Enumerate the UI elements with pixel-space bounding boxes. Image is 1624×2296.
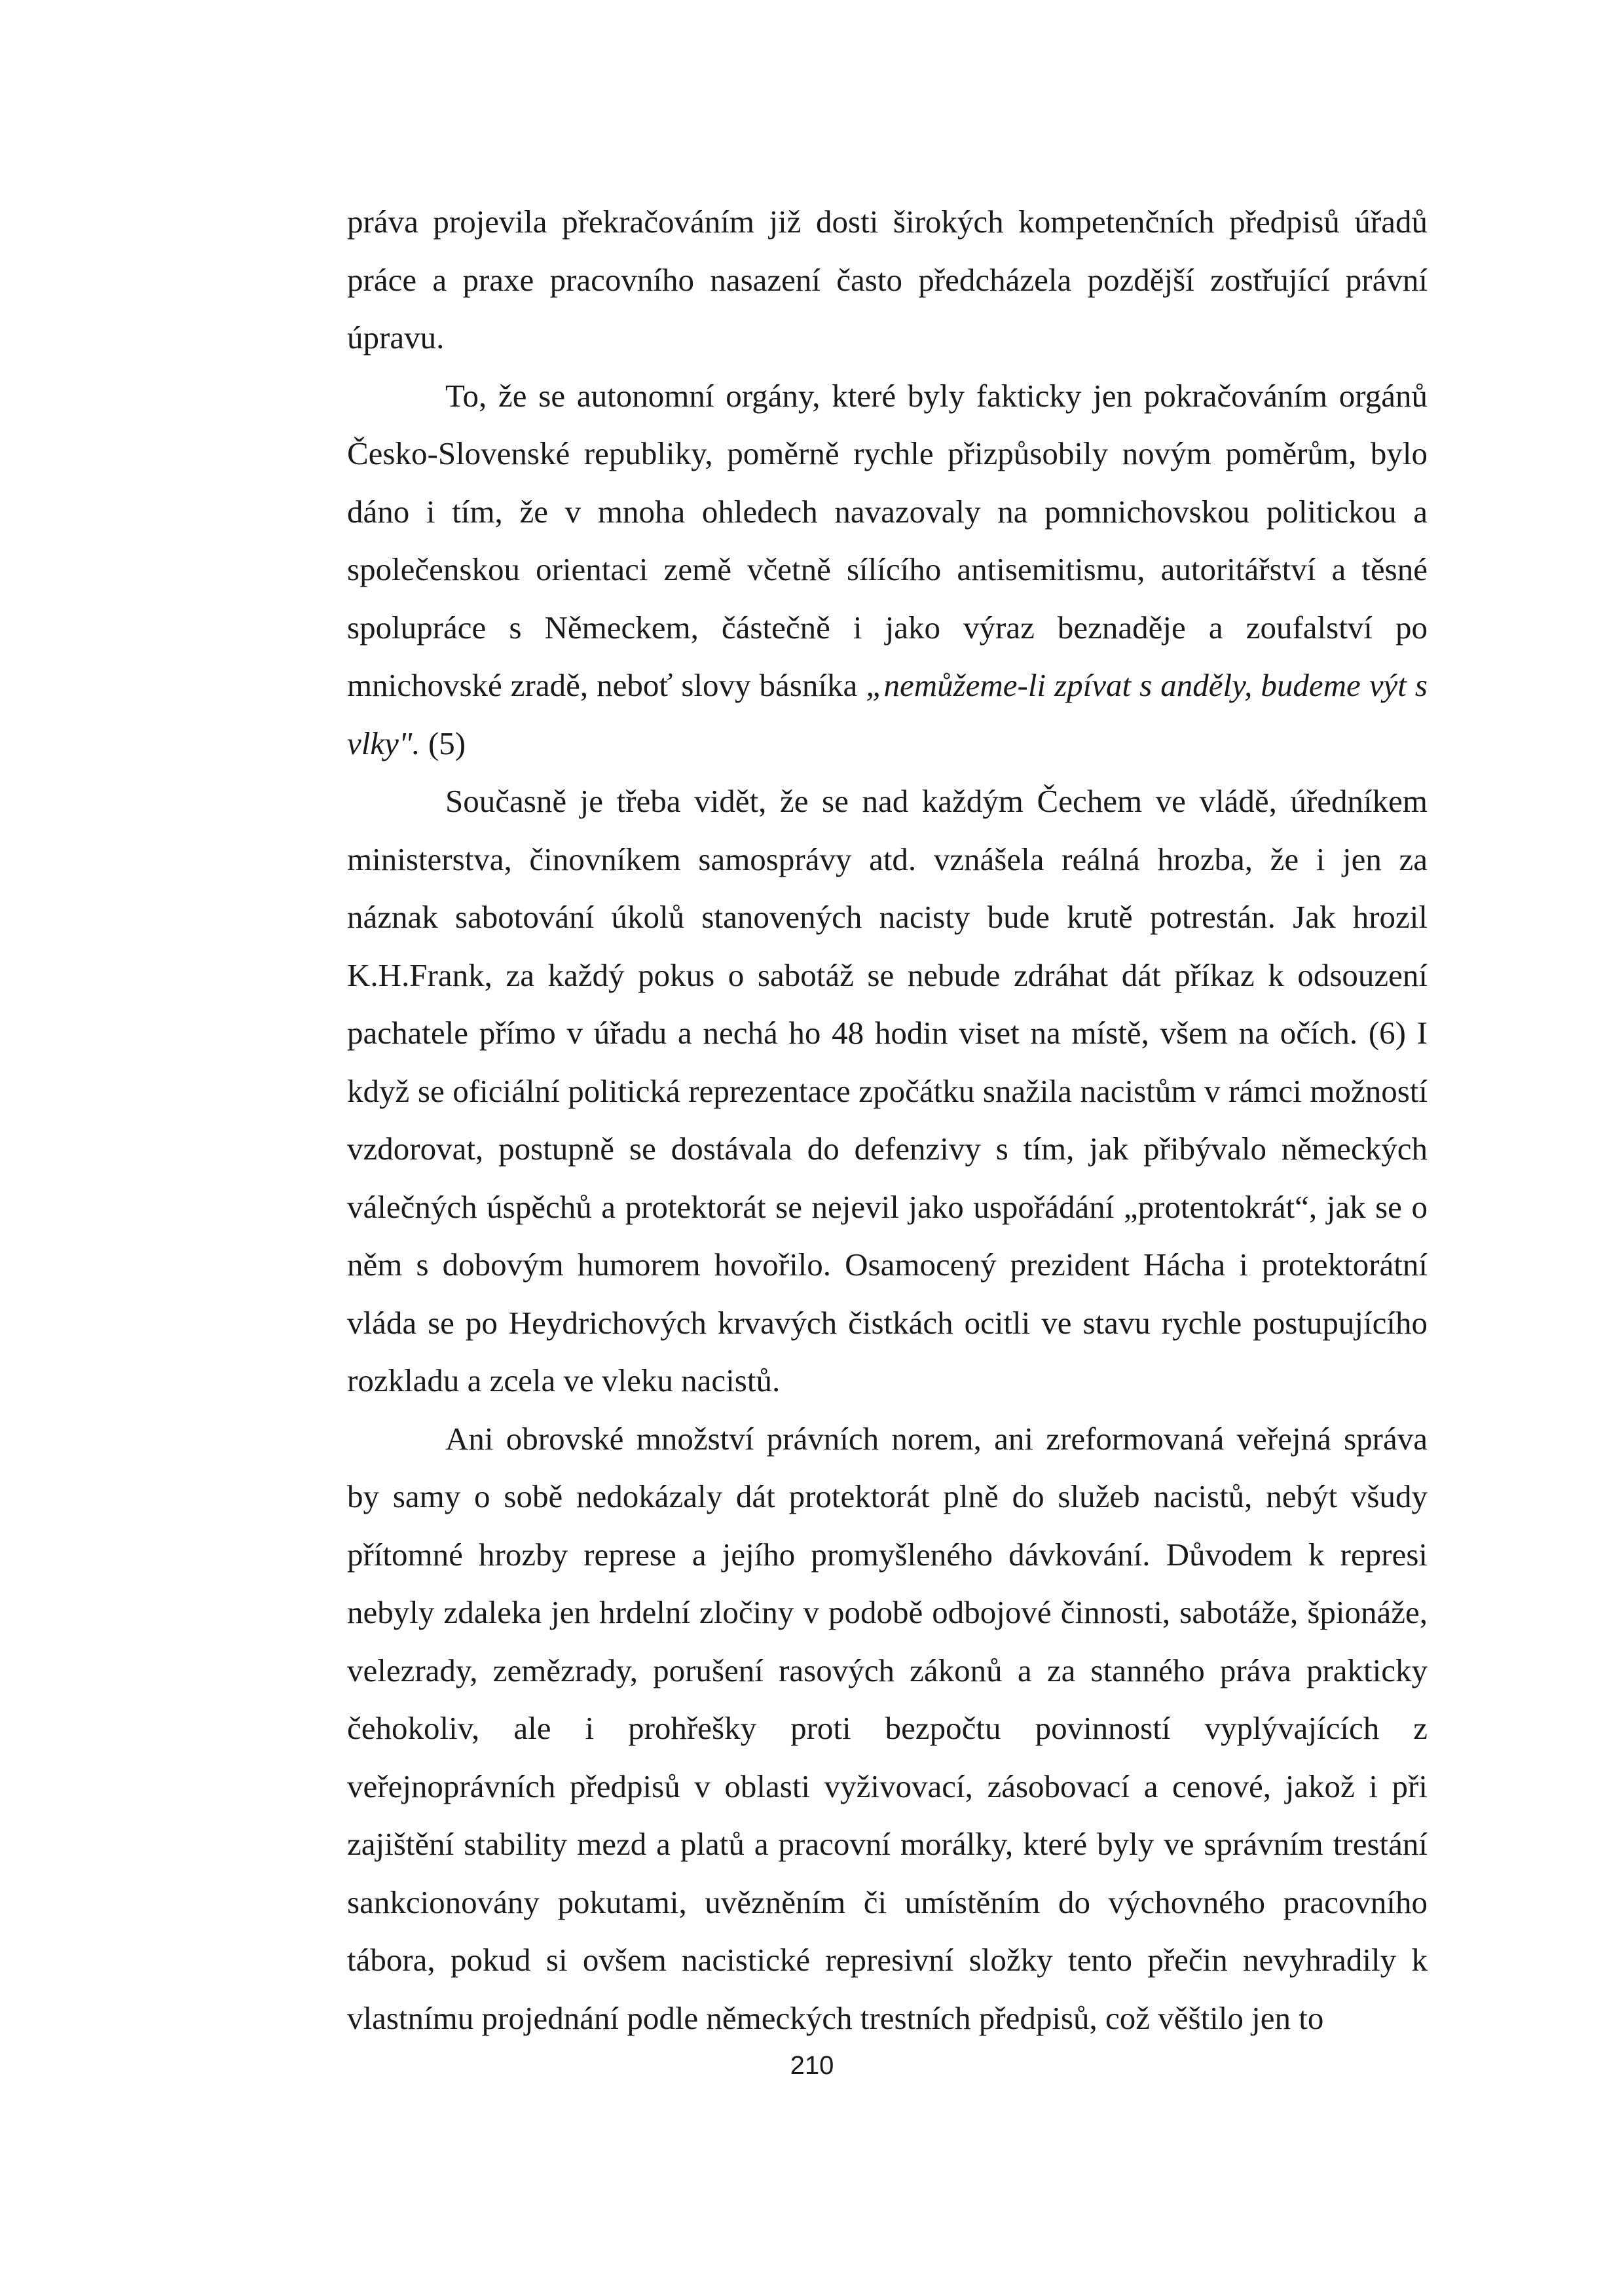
poet-quote: „nemůžeme-li zpívat s anděly, budeme výt s vlky". — [347, 667, 1428, 761]
paragraph-threat: Současně je třeba vidět, že se nad každým Čechem ve vládě, úředníkem ministerstva, činovníkem samosprávy atd. vznášela reálná hrozba, že i jen za náznak sabotování úkolů stanovených nacisty bude krutě potrestán. Jak hrozil K.H.Frank, za každý pokus o sabotáž se nebude zdráhat dát příkaz k odsouzení pachatele přímo v úřadu a nechá ho 48 hodin viset na místě, všem na očích. (6) I když se oficiální politická reprezentace zpočátku snažila nacistům v rámci možností vzdorovat, postupně se dostávala do defenzivy s tím, jak přibývalo německých válečných úspěchů a protektorát se nejevil jako uspořádání „protentokrát“, jak se o něm s dobovým humorem hovořilo. Osamocený prezident Hácha i protektorátní vláda se po Heydrichových krvavých čistkách ocitli ve stavu rychle postupujícího rozkladu a zcela ve vleku nacistů. — [347, 783, 1428, 1398]
footnote-reference: (5) — [420, 725, 466, 761]
paragraph-repression: Ani obrovské množství právních norem, ani zreformovaná veřejná správa by samy o sobě nedokázaly dát protektorát plně do služeb nacistů, nebýt všudy přítomné hrozby represe a jejího promyšleného dávkování. Důvodem k represi nebyly zdaleka jen hrdelní zločiny v podobě odbojové činnosti, sabotáže, špionáže, velezrady, zemězrady, porušení rasových zákonů a za stanného práva prakticky čehokoliv, ale i prohřešky proti bezpočtu povinností vyplývajících z veřejnoprávních předpisů v oblasti vyživovací, zásobovací a cenové, jakož i při zajištění stability mezd a platů a pracovní morálky, které byly ve správním trestání sankcionovány pokutami, uvězněním či umístěním do výchovného pracovního tábora, pokud si ovšem nacistické represivní složky tento přečin nevyhradily k vlastnímu projednání podle německých trestních předpisů, což věštilo jen to — [347, 1420, 1428, 2036]
body-text — [347, 193, 1428, 2047]
page-number: 210 — [790, 2051, 834, 2080]
paragraph-autonomous-organs — [347, 367, 1428, 773]
paragraph-continuation: práva projevila překračováním již dosti širokých kompetenčních předpisů úřadů práce a praxe pracovního nasazení často předcházela pozdější zostřující právní úpravu. — [347, 204, 1428, 355]
paragraph-text: To, že se autonomní orgány, které byly fakticky jen pokračováním orgánů Česko-Slovenské republiky, poměrně rychle přizpůsobily novým poměrům, bylo dáno i tím, že v mnoha ohledech navazovaly na pomnichovskou politickou a společenskou orientaci země včetně sílícího antisemitismu, autoritářství a těsné spolupráce s Německem, částečně i jako výraz beznaděje a zoufalství po mnichovské zradě, neboť slovy básníka — [347, 377, 1428, 703]
